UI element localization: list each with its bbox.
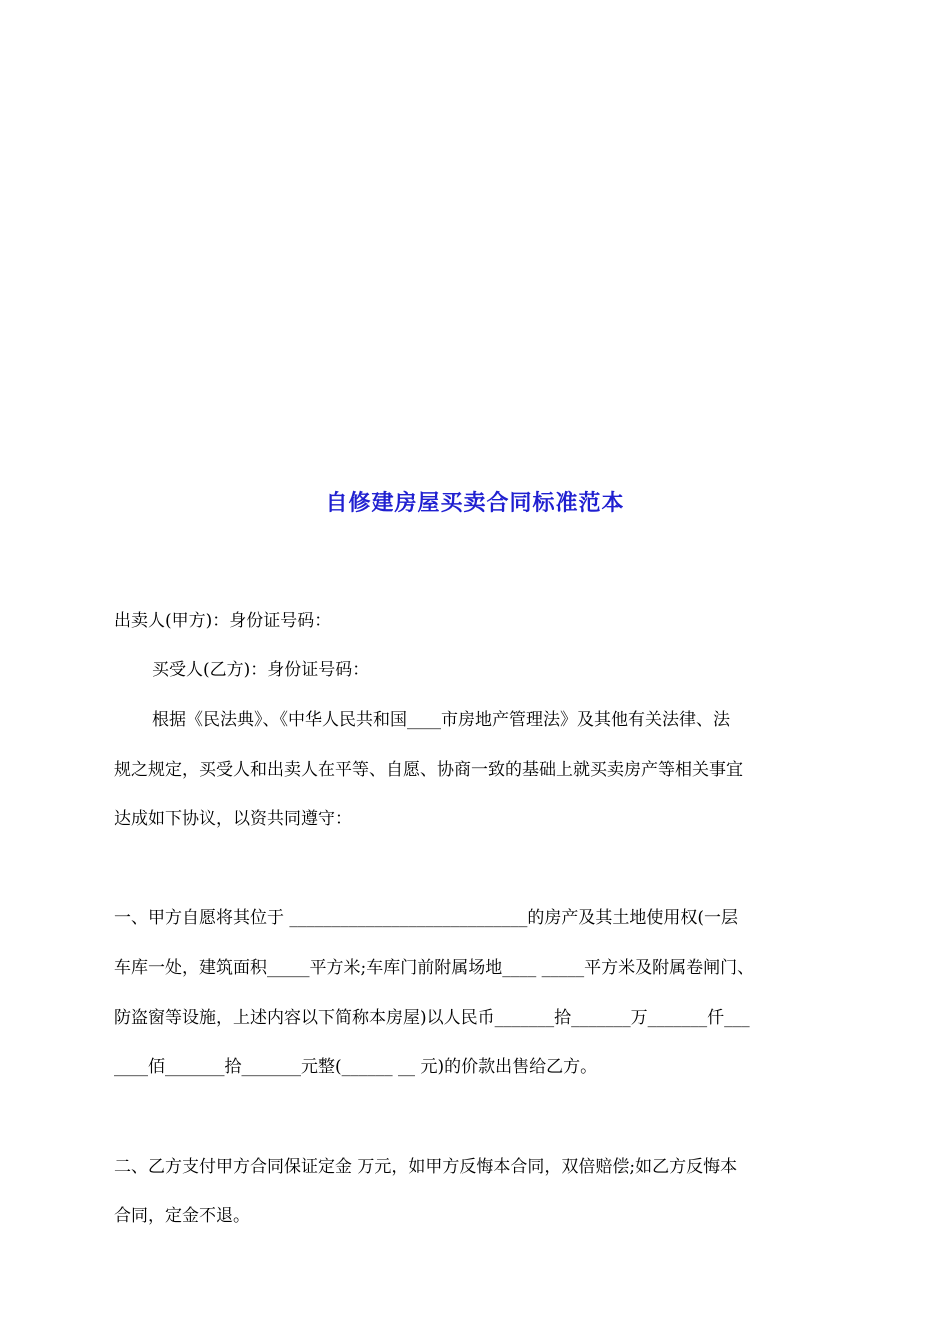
preamble-line-3: 达成如下协议，以资共同遵守： [114, 809, 352, 829]
clause-1-line-3: 防盗窗等设施，上述内容以下简称本房屋)以人民币_______拾_______万_______仟___ [114, 1008, 750, 1028]
preamble-line-1: 根据《民法典》、《中华人民共和国____市房地产管理法》及其他有关法律、法 [152, 710, 730, 730]
clause-2-line-1: 二、乙方支付甲方合同保证定金 万元，如甲方反悔本合同，双倍赔偿;如乙方反悔本 [114, 1157, 738, 1177]
document-title: 自修建房屋买卖合同标准范本 [325, 491, 625, 516]
clause-1-line-2: 车库一处，建筑面积_____平方米;车库门前附属场地____ _____平方米及附属卷闸门、 [114, 958, 755, 978]
clause-1-line-4: ____佰_______拾_______元整(______ __ 元)的价款出售给乙方。 [114, 1057, 598, 1077]
seller-line: 出卖人(甲方)：身份证号码： [114, 611, 332, 631]
clause-1-line-1: 一、甲方自愿将其位于 ____________________________的房产及其土地使用权(一层 [114, 908, 739, 928]
clause-2-line-2: 合同，定金不退。 [114, 1206, 250, 1226]
buyer-line: 买受人(乙方)：身份证号码： [152, 660, 370, 680]
preamble-line-2: 规之规定，买受人和出卖人在平等、自愿、协商一致的基础上就买卖房产等相关事宜 [114, 760, 743, 780]
